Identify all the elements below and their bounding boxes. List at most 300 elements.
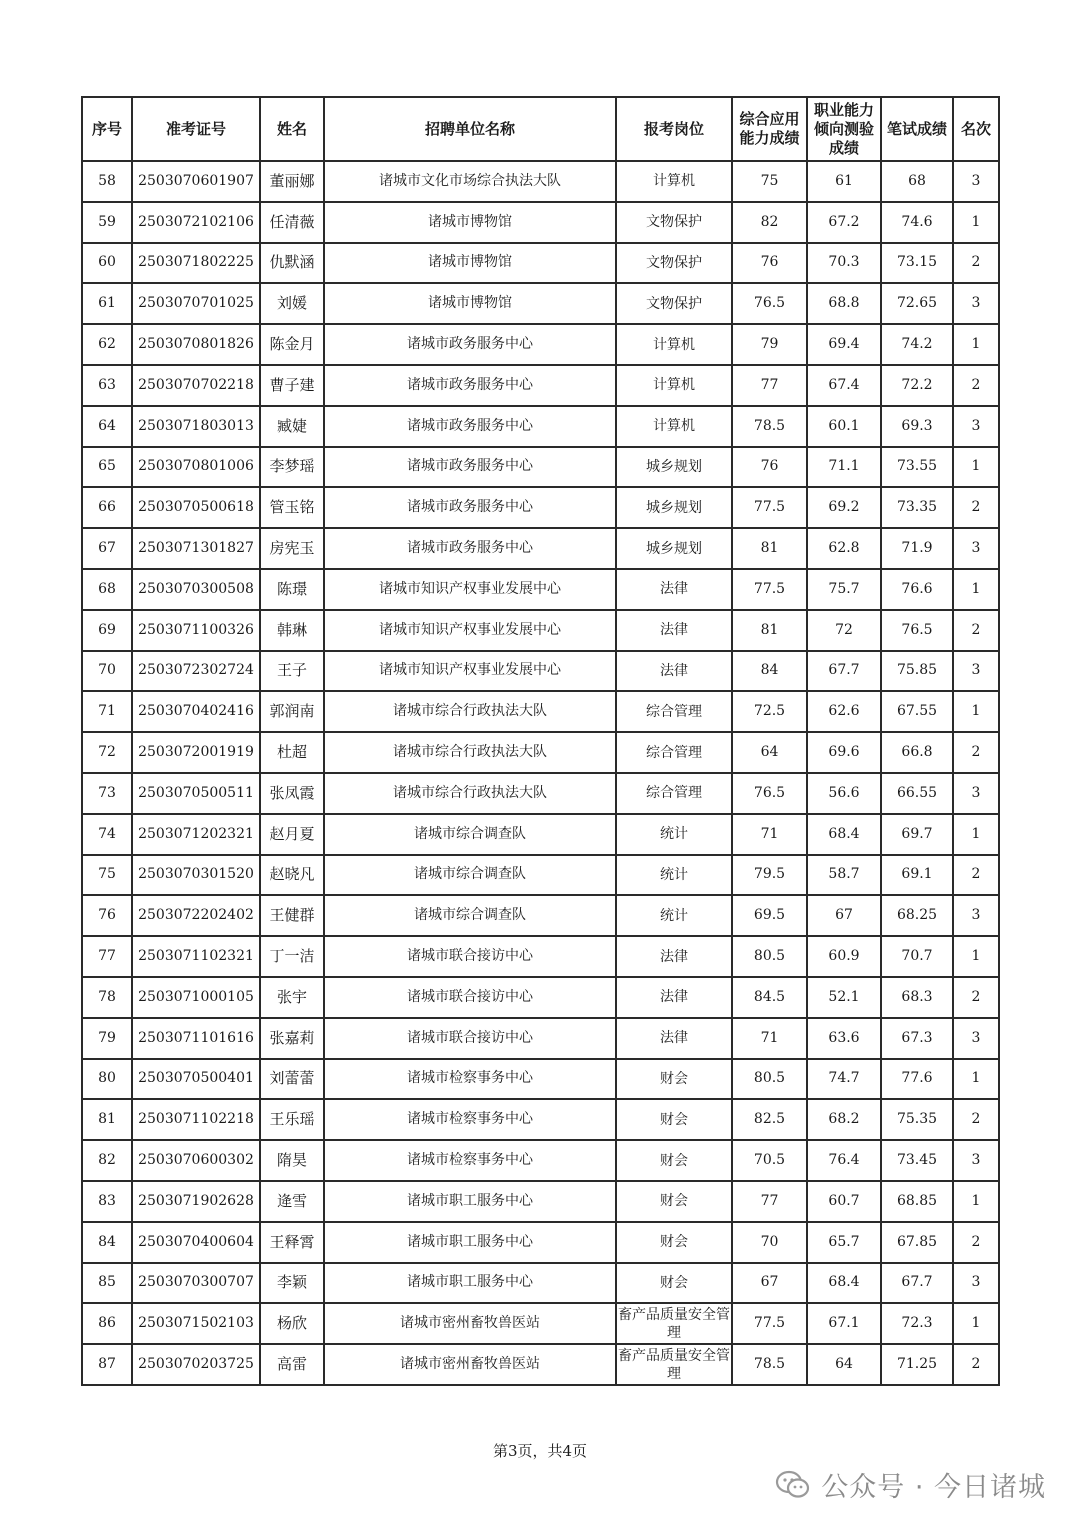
cell-post: 综合管理	[616, 773, 732, 814]
table-row	[82, 283, 999, 324]
cell-index: 61	[82, 283, 132, 324]
cell-aptitude-score: 68.4	[807, 814, 881, 855]
cell-post: 文物保护	[616, 202, 732, 243]
cell-aptitude-score: 67.4	[807, 365, 881, 406]
cell-name: 李颖	[260, 1263, 324, 1304]
cell-applied-score: 71	[732, 1018, 807, 1059]
table-row	[82, 651, 999, 692]
cell-name: 陈金月	[260, 324, 324, 365]
cell-ticket-number: 2503070702218	[132, 365, 260, 406]
cell-written-score: 75.85	[881, 651, 953, 692]
cell-written-score: 73.15	[881, 243, 953, 284]
table-row	[82, 365, 999, 406]
cell-post: 财会	[616, 1263, 732, 1304]
cell-ticket-number: 2503071000105	[132, 977, 260, 1018]
cell-post: 文物保护	[616, 243, 732, 284]
cell-aptitude-score: 70.3	[807, 243, 881, 284]
cell-post: 统计	[616, 814, 732, 855]
cell-index: 84	[82, 1222, 132, 1263]
cell-aptitude-score: 58.7	[807, 855, 881, 896]
cell-aptitude-score: 52.1	[807, 977, 881, 1018]
cell-written-score: 67.7	[881, 1263, 953, 1304]
cell-unit: 诸城市检察事务中心	[324, 1099, 616, 1140]
cell-rank: 2	[953, 487, 999, 528]
cell-rank: 1	[953, 202, 999, 243]
cell-aptitude-score: 68.4	[807, 1263, 881, 1304]
cell-index: 69	[82, 610, 132, 651]
cell-post: 法律	[616, 569, 732, 610]
cell-name: 郭润南	[260, 691, 324, 732]
cell-written-score: 73.35	[881, 487, 953, 528]
cell-ticket-number: 2503070500401	[132, 1059, 260, 1100]
cell-index: 83	[82, 1181, 132, 1222]
table-row	[82, 1263, 999, 1304]
cell-index: 67	[82, 528, 132, 569]
header-ticket-number: 准考证号	[132, 97, 260, 161]
table-row	[82, 895, 999, 936]
table-row	[82, 1222, 999, 1263]
cell-post: 财会	[616, 1222, 732, 1263]
cell-post: 综合管理	[616, 691, 732, 732]
cell-ticket-number: 2503070203725	[132, 1344, 260, 1385]
cell-rank: 3	[953, 283, 999, 324]
table-row	[82, 243, 999, 284]
table-row	[82, 1181, 999, 1222]
cell-name: 张嘉莉	[260, 1018, 324, 1059]
cell-unit: 诸城市政务服务中心	[324, 487, 616, 528]
cell-written-score: 67.55	[881, 691, 953, 732]
cell-written-score: 69.1	[881, 855, 953, 896]
cell-written-score: 68.3	[881, 977, 953, 1018]
cell-post: 城乡规划	[616, 447, 732, 488]
cell-post: 财会	[616, 1181, 732, 1222]
cell-unit: 诸城市博物馆	[324, 202, 616, 243]
cell-written-score: 72.3	[881, 1303, 953, 1344]
cell-unit: 诸城市综合调查队	[324, 814, 616, 855]
table-row	[82, 691, 999, 732]
cell-ticket-number: 2503071502103	[132, 1303, 260, 1344]
cell-index: 70	[82, 651, 132, 692]
cell-post: 综合管理	[616, 732, 732, 773]
cell-name: 管玉铭	[260, 487, 324, 528]
cell-rank: 1	[953, 691, 999, 732]
cell-rank: 3	[953, 1018, 999, 1059]
cell-aptitude-score: 62.6	[807, 691, 881, 732]
cell-ticket-number: 2503070801006	[132, 447, 260, 488]
cell-ticket-number: 2503070701025	[132, 283, 260, 324]
cell-applied-score: 77.5	[732, 487, 807, 528]
cell-ticket-number: 2503071102321	[132, 936, 260, 977]
cell-written-score: 72.65	[881, 283, 953, 324]
cell-aptitude-score: 64	[807, 1344, 881, 1385]
cell-index: 65	[82, 447, 132, 488]
watermark-text: 公众号 · 今日诸城	[821, 1472, 1046, 1503]
cell-applied-score: 82.5	[732, 1099, 807, 1140]
cell-rank: 1	[953, 447, 999, 488]
cell-aptitude-score: 60.7	[807, 1181, 881, 1222]
cell-index: 75	[82, 855, 132, 896]
cell-index: 85	[82, 1263, 132, 1304]
cell-post: 计算机	[616, 406, 732, 447]
cell-unit: 诸城市职工服务中心	[324, 1263, 616, 1304]
cell-name: 隋昊	[260, 1140, 324, 1181]
cell-applied-score: 78.5	[732, 1344, 807, 1385]
cell-unit: 诸城市检察事务中心	[324, 1140, 616, 1181]
header-index: 序号	[82, 97, 132, 161]
cell-post: 计算机	[616, 365, 732, 406]
cell-aptitude-score: 65.7	[807, 1222, 881, 1263]
cell-applied-score: 82	[732, 202, 807, 243]
cell-unit: 诸城市检察事务中心	[324, 1059, 616, 1100]
table-row	[82, 732, 999, 773]
wechat-icon	[775, 1470, 811, 1500]
cell-aptitude-score: 74.7	[807, 1059, 881, 1100]
cell-unit: 诸城市政务服务中心	[324, 406, 616, 447]
cell-post: 畜产品质量安全管理	[616, 1303, 732, 1344]
table-row	[82, 1099, 999, 1140]
cell-written-score: 74.6	[881, 202, 953, 243]
cell-ticket-number: 2503072001919	[132, 732, 260, 773]
table-row	[82, 161, 999, 202]
cell-unit: 诸城市文化市场综合执法大队	[324, 161, 616, 202]
cell-ticket-number: 2503070300508	[132, 569, 260, 610]
cell-unit: 诸城市综合行政执法大队	[324, 691, 616, 732]
header-applied-score: 综合应用能力成绩	[732, 97, 807, 161]
cell-rank: 3	[953, 161, 999, 202]
cell-ticket-number: 2503070801826	[132, 324, 260, 365]
table-body	[82, 161, 999, 1385]
cell-rank: 2	[953, 977, 999, 1018]
cell-written-score: 66.55	[881, 773, 953, 814]
cell-index: 71	[82, 691, 132, 732]
cell-written-score: 74.2	[881, 324, 953, 365]
cell-index: 77	[82, 936, 132, 977]
cell-index: 63	[82, 365, 132, 406]
cell-index: 58	[82, 161, 132, 202]
cell-aptitude-score: 60.9	[807, 936, 881, 977]
cell-post: 财会	[616, 1099, 732, 1140]
cell-ticket-number: 2503070300707	[132, 1263, 260, 1304]
cell-ticket-number: 2503070402416	[132, 691, 260, 732]
cell-unit: 诸城市知识产权事业发展中心	[324, 569, 616, 610]
cell-ticket-number: 2503070301520	[132, 855, 260, 896]
cell-applied-score: 77	[732, 365, 807, 406]
cell-rank: 2	[953, 855, 999, 896]
cell-unit: 诸城市职工服务中心	[324, 1222, 616, 1263]
cell-name: 杜超	[260, 732, 324, 773]
cell-name: 王健群	[260, 895, 324, 936]
cell-applied-score: 84	[732, 651, 807, 692]
cell-unit: 诸城市联合接访中心	[324, 1018, 616, 1059]
header-name: 姓名	[260, 97, 324, 161]
cell-index: 59	[82, 202, 132, 243]
cell-name: 陈璟	[260, 569, 324, 610]
cell-applied-score: 76.5	[732, 283, 807, 324]
table-row	[82, 610, 999, 651]
cell-written-score: 75.35	[881, 1099, 953, 1140]
cell-name: 曹子建	[260, 365, 324, 406]
cell-aptitude-score: 76.4	[807, 1140, 881, 1181]
cell-name: 仇默涵	[260, 243, 324, 284]
cell-aptitude-score: 69.2	[807, 487, 881, 528]
cell-written-score: 67.3	[881, 1018, 953, 1059]
cell-name: 王释霄	[260, 1222, 324, 1263]
cell-written-score: 69.7	[881, 814, 953, 855]
cell-unit: 诸城市密州畜牧兽医站	[324, 1303, 616, 1344]
cell-applied-score: 72.5	[732, 691, 807, 732]
cell-ticket-number: 2503071301827	[132, 528, 260, 569]
cell-ticket-number: 2503071902628	[132, 1181, 260, 1222]
cell-rank: 2	[953, 1222, 999, 1263]
cell-name: 王乐瑶	[260, 1099, 324, 1140]
cell-applied-score: 79.5	[732, 855, 807, 896]
cell-name: 任清薇	[260, 202, 324, 243]
cell-post: 计算机	[616, 161, 732, 202]
cell-index: 79	[82, 1018, 132, 1059]
cell-unit: 诸城市职工服务中心	[324, 1181, 616, 1222]
cell-rank: 3	[953, 895, 999, 936]
cell-applied-score: 70	[732, 1222, 807, 1263]
cell-post: 法律	[616, 1018, 732, 1059]
cell-applied-score: 69.5	[732, 895, 807, 936]
cell-post: 法律	[616, 936, 732, 977]
cell-name: 臧婕	[260, 406, 324, 447]
cell-unit: 诸城市政务服务中心	[324, 365, 616, 406]
cell-rank: 1	[953, 324, 999, 365]
cell-written-score: 68	[881, 161, 953, 202]
cell-name: 张凤霞	[260, 773, 324, 814]
cell-applied-score: 71	[732, 814, 807, 855]
cell-aptitude-score: 71.1	[807, 447, 881, 488]
cell-rank: 3	[953, 528, 999, 569]
cell-rank: 3	[953, 651, 999, 692]
cell-aptitude-score: 72	[807, 610, 881, 651]
cell-rank: 1	[953, 814, 999, 855]
cell-applied-score: 75	[732, 161, 807, 202]
cell-post: 城乡规划	[616, 487, 732, 528]
table-row	[82, 1344, 999, 1385]
cell-aptitude-score: 63.6	[807, 1018, 881, 1059]
cell-ticket-number: 2503070500618	[132, 487, 260, 528]
cell-unit: 诸城市综合调查队	[324, 895, 616, 936]
cell-rank: 1	[953, 569, 999, 610]
cell-post: 统计	[616, 895, 732, 936]
cell-index: 80	[82, 1059, 132, 1100]
cell-index: 66	[82, 487, 132, 528]
cell-aptitude-score: 62.8	[807, 528, 881, 569]
cell-rank: 3	[953, 773, 999, 814]
cell-applied-score: 84.5	[732, 977, 807, 1018]
cell-aptitude-score: 75.7	[807, 569, 881, 610]
cell-written-score: 76.5	[881, 610, 953, 651]
table-row	[82, 528, 999, 569]
cell-written-score: 67.85	[881, 1222, 953, 1263]
cell-aptitude-score: 67	[807, 895, 881, 936]
cell-index: 82	[82, 1140, 132, 1181]
cell-index: 62	[82, 324, 132, 365]
cell-ticket-number: 2503070601907	[132, 161, 260, 202]
cell-applied-score: 81	[732, 528, 807, 569]
header-unit: 招聘单位名称	[324, 97, 616, 161]
cell-ticket-number: 2503071100326	[132, 610, 260, 651]
table-row	[82, 569, 999, 610]
cell-written-score: 73.45	[881, 1140, 953, 1181]
cell-rank: 2	[953, 1099, 999, 1140]
cell-post: 畜产品质量安全管理	[616, 1344, 732, 1385]
table-row	[82, 855, 999, 896]
table-row	[82, 406, 999, 447]
header-rank: 名次	[953, 97, 999, 161]
cell-index: 87	[82, 1344, 132, 1385]
cell-ticket-number: 2503071202321	[132, 814, 260, 855]
cell-ticket-number: 2503071101616	[132, 1018, 260, 1059]
cell-post: 文物保护	[616, 283, 732, 324]
cell-rank: 2	[953, 732, 999, 773]
cell-name: 刘媛	[260, 283, 324, 324]
cell-name: 李梦瑶	[260, 447, 324, 488]
cell-written-score: 72.2	[881, 365, 953, 406]
cell-applied-score: 80.5	[732, 1059, 807, 1100]
cell-index: 64	[82, 406, 132, 447]
table-row	[82, 936, 999, 977]
table-header-row	[82, 97, 999, 161]
cell-written-score: 69.3	[881, 406, 953, 447]
cell-applied-score: 77	[732, 1181, 807, 1222]
cell-unit: 诸城市博物馆	[324, 243, 616, 284]
watermark	[775, 1465, 1046, 1504]
cell-written-score: 68.25	[881, 895, 953, 936]
cell-ticket-number: 2503072202402	[132, 895, 260, 936]
cell-unit: 诸城市综合调查队	[324, 855, 616, 896]
cell-name: 张宇	[260, 977, 324, 1018]
table-row	[82, 814, 999, 855]
cell-ticket-number: 2503071102218	[132, 1099, 260, 1140]
cell-post: 城乡规划	[616, 528, 732, 569]
cell-rank: 1	[953, 1059, 999, 1100]
cell-applied-score: 70.5	[732, 1140, 807, 1181]
cell-name: 房宪玉	[260, 528, 324, 569]
cell-applied-score: 64	[732, 732, 807, 773]
cell-index: 68	[82, 569, 132, 610]
cell-aptitude-score: 67.2	[807, 202, 881, 243]
cell-unit: 诸城市博物馆	[324, 283, 616, 324]
cell-rank: 3	[953, 1140, 999, 1181]
cell-applied-score: 76.5	[732, 773, 807, 814]
cell-name: 丁一洁	[260, 936, 324, 977]
cell-unit: 诸城市联合接访中心	[324, 977, 616, 1018]
table-row	[82, 1140, 999, 1181]
cell-rank: 2	[953, 1344, 999, 1385]
cell-post: 法律	[616, 610, 732, 651]
cell-applied-score: 80.5	[732, 936, 807, 977]
cell-applied-score: 77.5	[732, 1303, 807, 1344]
cell-applied-score: 79	[732, 324, 807, 365]
cell-index: 81	[82, 1099, 132, 1140]
cell-applied-score: 78.5	[732, 406, 807, 447]
table-row	[82, 1059, 999, 1100]
table-row	[82, 977, 999, 1018]
cell-rank: 3	[953, 406, 999, 447]
cell-aptitude-score: 61	[807, 161, 881, 202]
cell-aptitude-score: 69.6	[807, 732, 881, 773]
cell-post: 法律	[616, 651, 732, 692]
cell-post: 法律	[616, 977, 732, 1018]
cell-index: 78	[82, 977, 132, 1018]
cell-name: 赵月夏	[260, 814, 324, 855]
cell-written-score: 66.8	[881, 732, 953, 773]
header-post: 报考岗位	[616, 97, 732, 161]
cell-aptitude-score: 69.4	[807, 324, 881, 365]
cell-ticket-number: 2503071803013	[132, 406, 260, 447]
cell-aptitude-score: 68.8	[807, 283, 881, 324]
cell-aptitude-score: 56.6	[807, 773, 881, 814]
cell-name: 董丽娜	[260, 161, 324, 202]
score-table	[81, 96, 1000, 1386]
cell-written-score: 70.7	[881, 936, 953, 977]
cell-ticket-number: 2503070600302	[132, 1140, 260, 1181]
cell-unit: 诸城市知识产权事业发展中心	[324, 651, 616, 692]
cell-applied-score: 77.5	[732, 569, 807, 610]
cell-ticket-number: 2503071802225	[132, 243, 260, 284]
cell-written-score: 76.6	[881, 569, 953, 610]
cell-unit: 诸城市政务服务中心	[324, 447, 616, 488]
cell-ticket-number: 2503070400604	[132, 1222, 260, 1263]
cell-written-score: 71.9	[881, 528, 953, 569]
table-row	[82, 202, 999, 243]
cell-name: 赵晓凡	[260, 855, 324, 896]
cell-applied-score: 81	[732, 610, 807, 651]
cell-rank: 3	[953, 1263, 999, 1304]
table-row	[82, 773, 999, 814]
cell-index: 76	[82, 895, 132, 936]
cell-rank: 1	[953, 1181, 999, 1222]
cell-aptitude-score: 60.1	[807, 406, 881, 447]
cell-unit: 诸城市密州畜牧兽医站	[324, 1344, 616, 1385]
header-written-score: 笔试成绩	[881, 97, 953, 161]
cell-name: 逄雪	[260, 1181, 324, 1222]
cell-post: 财会	[616, 1140, 732, 1181]
cell-post: 统计	[616, 855, 732, 896]
table-row	[82, 487, 999, 528]
cell-written-score: 68.85	[881, 1181, 953, 1222]
cell-unit: 诸城市综合行政执法大队	[324, 773, 616, 814]
cell-post: 财会	[616, 1059, 732, 1100]
cell-rank: 2	[953, 610, 999, 651]
cell-name: 高雷	[260, 1344, 324, 1385]
cell-aptitude-score: 67.1	[807, 1303, 881, 1344]
cell-ticket-number: 2503072302724	[132, 651, 260, 692]
cell-name: 韩琳	[260, 610, 324, 651]
table-row	[82, 324, 999, 365]
cell-name: 王子	[260, 651, 324, 692]
cell-applied-score: 76	[732, 447, 807, 488]
cell-applied-score: 76	[732, 243, 807, 284]
cell-aptitude-score: 67.7	[807, 651, 881, 692]
cell-unit: 诸城市政务服务中心	[324, 528, 616, 569]
cell-ticket-number: 2503070500511	[132, 773, 260, 814]
cell-written-score: 71.25	[881, 1344, 953, 1385]
cell-unit: 诸城市知识产权事业发展中心	[324, 610, 616, 651]
table-row	[82, 447, 999, 488]
cell-rank: 2	[953, 365, 999, 406]
cell-index: 72	[82, 732, 132, 773]
page-number: 第3页，共4页	[492, 1442, 588, 1460]
cell-name: 刘蕾蕾	[260, 1059, 324, 1100]
cell-rank: 2	[953, 243, 999, 284]
cell-rank: 1	[953, 1303, 999, 1344]
cell-applied-score: 67	[732, 1263, 807, 1304]
cell-unit: 诸城市联合接访中心	[324, 936, 616, 977]
